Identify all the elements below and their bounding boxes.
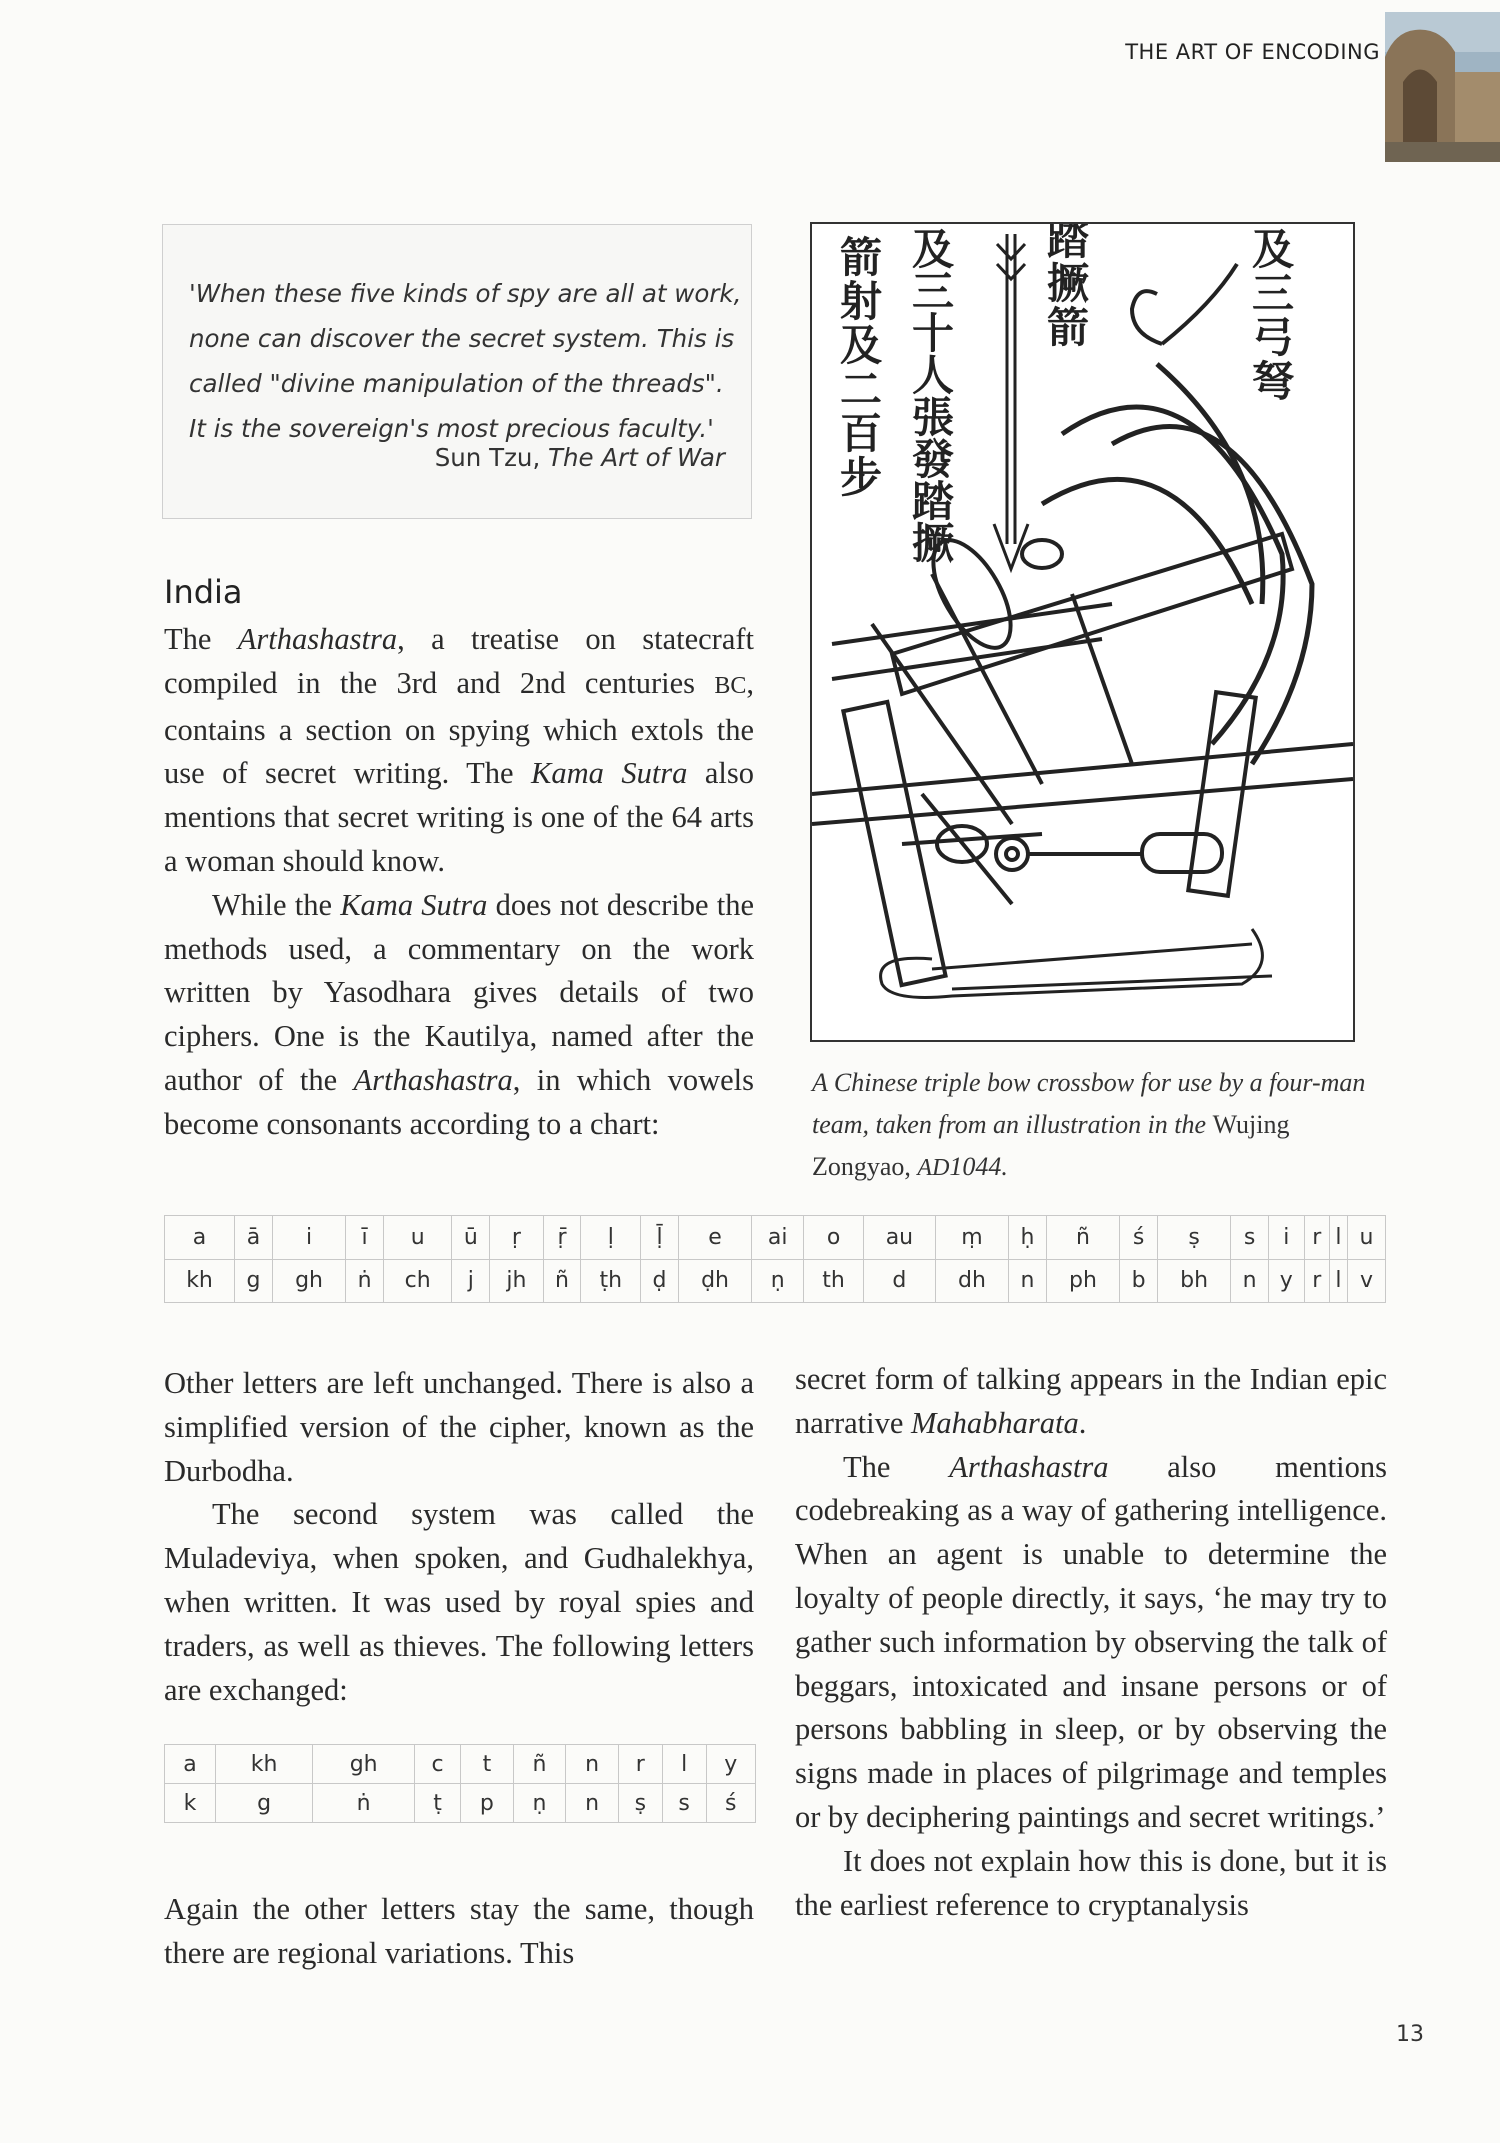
table-row-plain xyxy=(165,1216,1386,1260)
paragraph: It does not explain how this is done, but it is the earliest reference to cryptanalysis xyxy=(795,1843,1387,1922)
table-cell: r xyxy=(618,1745,662,1784)
paragraph: Again the other letters stay the same, though there are regional variations. This xyxy=(164,1892,754,1970)
chinese-character: 及 xyxy=(1252,225,1295,274)
table-cell: ḍh xyxy=(678,1259,751,1303)
table-cell: ā xyxy=(235,1216,273,1260)
table-cell: ḷ xyxy=(581,1216,641,1260)
chinese-character: 射 xyxy=(840,277,883,326)
table-cell: l xyxy=(1329,1216,1347,1260)
table-row-cipher xyxy=(165,1259,1386,1303)
table-cell: j xyxy=(452,1259,490,1303)
kautilya-cipher-table xyxy=(164,1215,1386,1303)
table-cell: th xyxy=(804,1259,864,1303)
table-cell: ṝ xyxy=(543,1216,581,1260)
table-cell: kh xyxy=(165,1259,235,1303)
table-cell: g xyxy=(215,1784,312,1823)
table-cell: ḥ xyxy=(1009,1216,1047,1260)
table-cell: t xyxy=(461,1745,514,1784)
table-cell: ṣ xyxy=(618,1784,662,1823)
table-cell: ś xyxy=(1120,1216,1158,1260)
quote-line: none can discover the secret system. This is xyxy=(189,324,735,353)
table-cell: u xyxy=(383,1216,451,1260)
page-number: 13 xyxy=(1396,2022,1424,2047)
table-cell: y xyxy=(1269,1259,1305,1303)
table-cell: kh xyxy=(215,1745,312,1784)
table-row-plain xyxy=(165,1745,756,1784)
table-cell: ṅ xyxy=(313,1784,415,1823)
crossbow-frame xyxy=(812,528,1353,985)
chinese-character: 撅 xyxy=(1047,259,1090,308)
paragraph: The Arthashastra, a treatise on statecraft compiled in the 3rd and 2nd centuries BC, contains a section on spying which extols the use of secret writing. The Kama Sutra also mentions that secret writing is one of the 64 arts a woman should know. xyxy=(164,622,754,878)
header-thumbnail-photo xyxy=(1385,12,1500,162)
table-cell: y xyxy=(706,1745,755,1784)
paragraph: The Arthashastra also mentions codebreaking as a way of gathering intelligence. When an agent is unable to determine the loyalty of people directly, it says, ‘he may try to gather such information by observing the talk of beggars, intoxicated and insane persons or of persons babbling in sleep, or by observing the signs made in places of pilgrimage and temples or by deciphering paintings and secret writings.’ xyxy=(795,1449,1387,1834)
table-cell: gh xyxy=(313,1745,415,1784)
body-text-left-end xyxy=(164,1888,754,1976)
table-cell: ū xyxy=(452,1216,490,1260)
body-text-left-top xyxy=(164,618,754,1147)
table-cell: b xyxy=(1120,1259,1158,1303)
table-cell: ch xyxy=(383,1259,451,1303)
chinese-text-column-middle xyxy=(912,225,954,568)
table-cell: n xyxy=(566,1784,619,1823)
table-cell: p xyxy=(461,1784,514,1823)
crossbow-illustration xyxy=(810,222,1355,1042)
table-cell: i xyxy=(272,1216,345,1260)
chinese-character: 三 xyxy=(1252,269,1295,318)
table-cell: ph xyxy=(1046,1259,1119,1303)
table-cell: d xyxy=(863,1259,935,1303)
table-cell: g xyxy=(235,1259,273,1303)
table-cell: i xyxy=(1269,1216,1305,1260)
chinese-character: 箭 xyxy=(1047,303,1090,352)
chinese-character: 箭 xyxy=(840,233,883,282)
table-cell: s xyxy=(662,1784,706,1823)
table-cell: c xyxy=(415,1745,461,1784)
table-cell: bh xyxy=(1157,1259,1230,1303)
table-cell: dh xyxy=(935,1259,1008,1303)
muladeviya-cipher-table xyxy=(164,1744,756,1823)
section-heading: India xyxy=(164,573,243,611)
table-cell: u xyxy=(1347,1216,1385,1260)
chinese-character: 弩 xyxy=(1252,357,1295,406)
chinese-character: 及 xyxy=(912,225,955,274)
table-cell: ṃ xyxy=(935,1216,1008,1260)
table-cell: l xyxy=(662,1745,706,1784)
chinese-character: 踏 xyxy=(912,477,955,526)
chinese-character: 發 xyxy=(912,435,955,484)
table-cell: l xyxy=(1329,1259,1347,1303)
chinese-character: 人 xyxy=(912,351,955,400)
table-row-cipher xyxy=(165,1784,756,1823)
table-cell: ṅ xyxy=(346,1259,384,1303)
table-cell: ṇ xyxy=(752,1259,804,1303)
table-cell: ṛ xyxy=(490,1216,543,1260)
table-cell: au xyxy=(863,1216,935,1260)
table-cell: n xyxy=(1009,1259,1047,1303)
caption-book-title: Wujing Zongyao, xyxy=(812,1110,1290,1181)
chinese-character: 步 xyxy=(840,453,883,502)
arrow-drawing xyxy=(994,234,1028,569)
table-cell: ś xyxy=(706,1784,755,1823)
table-cell: ṣ xyxy=(1157,1216,1230,1260)
bow-limbs xyxy=(1042,364,1312,764)
chinese-text-column-right xyxy=(1252,225,1294,406)
table-cell: ñ xyxy=(1046,1216,1119,1260)
table-cell: n xyxy=(1231,1259,1269,1303)
quote-work-title: The Art of War xyxy=(548,443,725,472)
quote-author: Sun Tzu, xyxy=(434,443,549,472)
chinese-character: 三 xyxy=(912,267,955,316)
paragraph: The second system was called the Muladeviya, when spoken, and Gudhalekhya, when written. It was used by royal spies and traders, as well as thieves. The following letters are exchanged: xyxy=(164,1497,754,1707)
table-cell: ñ xyxy=(513,1745,566,1784)
table-cell: ḍ xyxy=(641,1259,679,1303)
chinese-character: 撅 xyxy=(912,519,955,568)
winch-handle xyxy=(996,834,1222,872)
quote-attribution xyxy=(435,443,725,472)
epigraph-box xyxy=(162,224,752,519)
chinese-character: 及 xyxy=(840,321,883,370)
chinese-character: 百 xyxy=(840,409,883,458)
paragraph: Other letters are left unchanged. There is also a simplified version of the cipher, known as the Durbodha. xyxy=(164,1366,754,1488)
chinese-character: 踏 xyxy=(1047,224,1090,264)
table-cell: s xyxy=(1231,1216,1269,1260)
table-cell: ḹ xyxy=(641,1216,679,1260)
table-cell: v xyxy=(1347,1259,1385,1303)
table-cell: a xyxy=(165,1216,235,1260)
chinese-character: 弓 xyxy=(1252,313,1295,362)
paragraph: While the Kama Sutra does not describe the methods used, a commentary on the work written by Yasodhara gives details of two ciphers. One is the Kautilya, named after the author of the Arthashastra, in which vowels become consonants according to a chart: xyxy=(164,887,754,1141)
chinese-character: 十 xyxy=(912,309,955,358)
table-cell: a xyxy=(165,1745,216,1784)
table-cell: ñ xyxy=(543,1259,581,1303)
quote-line: called "divine manipulation of the threads". xyxy=(189,369,724,398)
table-cell: ī xyxy=(346,1216,384,1260)
chinese-text-column-left xyxy=(840,233,882,502)
chinese-text-column-top xyxy=(1047,224,1089,352)
table-cell: e xyxy=(678,1216,751,1260)
body-text-left-bottom xyxy=(164,1362,754,1712)
table-cell: r xyxy=(1304,1216,1329,1260)
table-cell: k xyxy=(165,1784,216,1823)
table-cell: ṭh xyxy=(581,1259,641,1303)
chinese-character: 二 xyxy=(840,365,883,414)
table-cell: ṭ xyxy=(415,1784,461,1823)
quote-line: 'When these five kinds of spy are all at work, xyxy=(189,279,742,308)
paragraph: secret form of talking appears in the Indian epic narrative Mahabharata. xyxy=(795,1362,1387,1440)
table-cell: jh xyxy=(490,1259,543,1303)
running-header: THE ART OF ENCODING xyxy=(1125,40,1380,64)
table-cell: o xyxy=(804,1216,864,1260)
table-cell: ṇ xyxy=(513,1784,566,1823)
table-cell: gh xyxy=(272,1259,345,1303)
quote-line: It is the sovereign's most precious faculty.' xyxy=(189,414,714,443)
table-cell: n xyxy=(566,1745,619,1784)
chinese-character: 張 xyxy=(912,393,955,442)
illustration-caption: A Chinese triple bow crossbow for use by a four-man team, taken from an illustration in the Wujing Zongyao, AD1044. xyxy=(812,1068,1366,1181)
table-cell: r xyxy=(1304,1259,1329,1303)
table-cell: ai xyxy=(752,1216,804,1260)
body-text-right xyxy=(795,1358,1387,1927)
